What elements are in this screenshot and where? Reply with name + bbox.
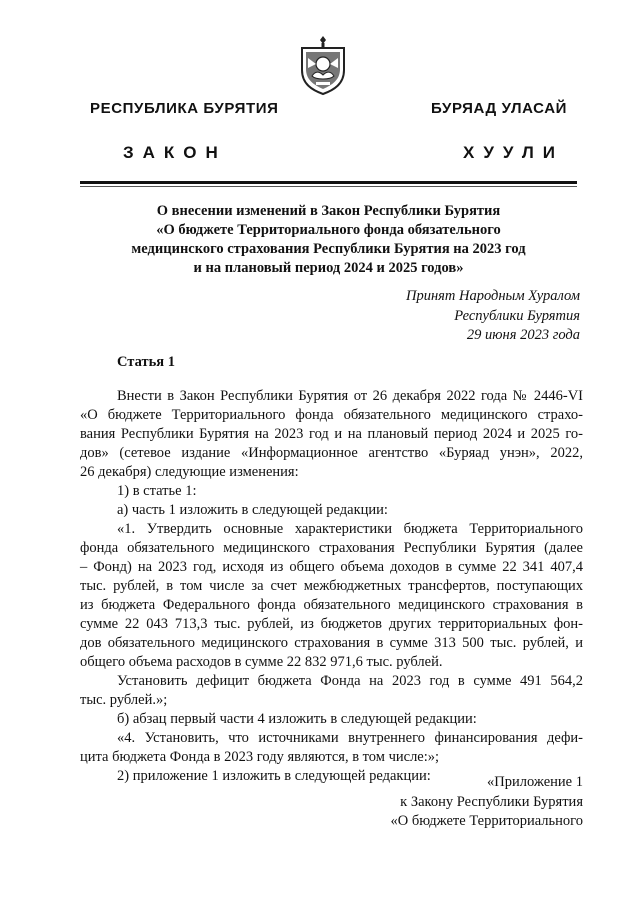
article-heading: Статья 1 <box>117 354 175 370</box>
appendix-caption <box>390 773 583 832</box>
body-line: а) часть 1 изложить в следующей редакции: <box>117 502 388 518</box>
body-line: «1. Утвердить основные характеристики бюджета Территориального <box>117 521 583 537</box>
body-line: 2) приложение 1 изложить в следующей редакции: <box>117 768 431 784</box>
title-line: «О бюджете Территориального фонда обязательного <box>156 222 501 238</box>
header-republic-ru: РЕСПУБЛИКА БУРЯТИЯ <box>90 100 279 117</box>
body-line: б) абзац первый части 4 изложить в следующей редакции: <box>117 711 477 727</box>
body-line: сумме 22 043 713,3 тыс. рублей, из бюджетов других территориальных фон- <box>80 616 583 632</box>
title-line: медицинского страхования Республики Бурятия на 2023 год <box>131 241 526 257</box>
appendix-line: «Приложение 1 <box>487 774 583 790</box>
body-line: Установить дефицит бюджета Фонда на 2023 год в сумме 491 564,2 <box>117 673 583 689</box>
adoption-line: Республики Бурятия <box>454 307 580 324</box>
title-line: О внесении изменений в Закон Республики Бурятия <box>156 203 501 219</box>
body-line: – Фонд) на 2023 год, исходя из общего объема доходов в сумме 22 341 407,4 <box>80 559 583 575</box>
body-line: общего объема расходов в сумме 22 832 971,6 тыс. рублей. <box>80 654 443 670</box>
body-line: тыс. рублей, в том числе за счет межбюджетных трансфертов, поступающих <box>80 578 583 594</box>
body-line: вания Республики Бурятия на 2023 год и на плановый период 2024 и 2025 го- <box>80 426 583 442</box>
coat-of-arms-emblem-icon <box>298 34 348 96</box>
appendix-line: «О бюджете Территориального <box>390 813 583 829</box>
header-rule-thick <box>80 181 577 184</box>
body-line: цита бюджета Фонда в 2023 году являются, в том числе:»; <box>80 749 440 765</box>
body-line: 26 декабря) следующие изменения: <box>80 464 299 480</box>
body-line: тыс. рублей.»; <box>80 692 168 708</box>
body-line: дов» (сетевое издание «Информационное агентство «Буряад унэн», 2022, <box>80 445 583 461</box>
header-rule-thin <box>80 186 577 187</box>
body-line: 1) в статье 1: <box>117 483 197 499</box>
adoption-note <box>406 287 580 346</box>
body-line: «4. Установить, что источниками внутреннего финансирования дефи- <box>117 730 583 746</box>
adoption-line: Принят Народным Хуралом <box>405 288 580 304</box>
header-republic-bua: БУРЯАД УЛАСАЙ <box>431 100 568 117</box>
appendix-line: к Закону Республики Бурятия <box>400 793 583 810</box>
law-heading-bua: ХУУЛИ <box>463 143 564 162</box>
law-title <box>80 202 577 278</box>
body-line: из бюджета Федерального фонда обязательного медицинского страхования в <box>80 597 583 613</box>
article-body <box>80 387 583 786</box>
law-heading-ru: ЗАКОН <box>123 143 227 162</box>
body-line: «О бюджете Территориального фонда обязательного медицинского страхо- <box>80 407 583 423</box>
title-line: и на плановый период 2024 и 2025 годов» <box>193 260 464 276</box>
body-line: Внести в Закон Республики Бурятия от 26 декабря 2022 года № 2446-VI <box>117 388 583 404</box>
body-line: фонда обязательного медицинского страхования Республики Бурятия (далее <box>80 540 583 556</box>
body-line: дов обязательного медицинского страхования в сумме 313 500 тыс. рублей, и <box>80 635 583 651</box>
adoption-date: 29 июня 2023 года <box>466 327 580 343</box>
